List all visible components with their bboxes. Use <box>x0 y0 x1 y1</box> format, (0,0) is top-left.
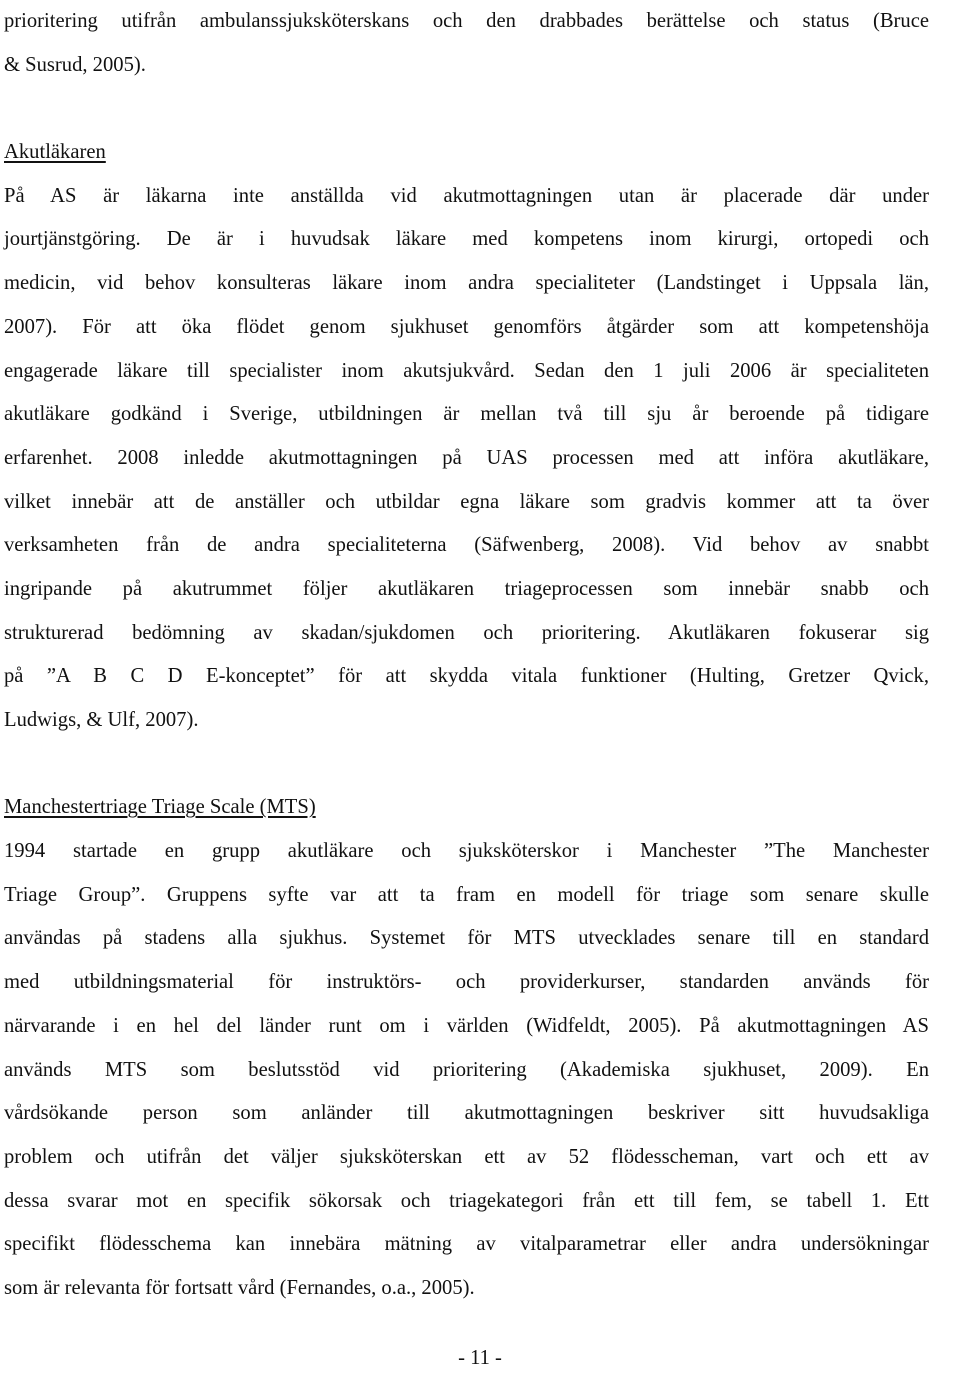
text-line: & Susrud, 2005). <box>4 53 146 76</box>
text-line: medicin, vid behov konsulteras läkare inom andra specialiteter (Landstinget i Uppsala län, <box>4 272 929 295</box>
paragraph-spacer <box>4 87 929 131</box>
text-line: med utbildningsmaterial för instruktörs- och providerkurser, standarden används för <box>4 971 929 994</box>
text-line: vårdsökande person som anländer till akutmottagningen beskriver sitt huvudsakliga <box>4 1102 929 1125</box>
text-line: Ludwigs, & Ulf, 2007). <box>4 709 199 731</box>
paragraph-spacer <box>4 743 929 787</box>
text-line: Triage Group”. Gruppens syfte var att ta fram en modell för triage som senare skulle <box>4 883 929 906</box>
section-mts <box>4 786 929 1310</box>
section-akutlakaren <box>4 131 929 743</box>
text-line: dessa svarar mot en specifik sökorsak och triagekategori från ett till fem, se tabell 1. Ett <box>4 1189 929 1212</box>
text-line: på ”A B C D E-konceptet” för att skydda vitala funktioner (Hulting, Gretzer Qvick, <box>4 665 929 688</box>
text-line: problem och utifrån det väljer sjuksköterskan ett av 52 flödesscheman, vart och ett av <box>4 1145 929 1168</box>
text-line: används MTS som beslutsstöd vid prioritering (Akademiska sjukhuset, 2009). En <box>4 1058 929 1081</box>
section-heading-mts: Manchestertriage Triage Scale (MTS) <box>4 796 316 819</box>
text-line: jourtjänstgöring. De är i huvudsak läkare med kompetens inom kirurgi, ortopedi och <box>4 228 929 251</box>
text-line: specifikt flödesschema kan innebära mätning av vitalparametrar eller andra undersökningar <box>4 1233 929 1256</box>
text-line: prioritering utifrån ambulanssjuksköterskans och den drabbades berättelse och status (Bruce <box>4 10 929 32</box>
text-line: På AS är läkarna inte anställda vid akutmottagningen utan är placerade där under <box>4 184 929 207</box>
document-page <box>4 0 929 1311</box>
text-line: 2007). För att öka flödet genom sjukhuset genomförs åtgärder som att kompetenshöja <box>4 315 929 338</box>
text-line: 1994 startade en grupp akutläkare och sjuksköterskor i Manchester ”The Manchester <box>4 840 929 863</box>
text-line: erfarenhet. 2008 inledde akutmottagningen på UAS processen med att införa akutläkare, <box>4 446 929 469</box>
text-line: närvarande i en hel del länder runt om i världen (Widfeldt, 2005). På akutmottagningen AS <box>4 1014 929 1037</box>
text-line: strukturerad bedömning av skadan/sjukdomen och prioritering. Akutläkaren fokuserar sig <box>4 621 929 644</box>
page-number: - 11 - <box>458 1347 502 1369</box>
intro-paragraph <box>4 0 929 87</box>
section-heading-akutlakaren: Akutläkaren <box>4 141 106 164</box>
text-line: som är relevanta för fortsatt vård (Fernandes, o.a., 2005). <box>4 1276 475 1299</box>
text-line: akutläkare godkänd i Sverige, utbildningen är mellan två till sju år beroende på tidigare <box>4 403 929 426</box>
text-line: ingripande på akutrummet följer akutläkaren triageprocessen som innebär snabb och <box>4 577 929 600</box>
text-line: vilket innebär att de anställer och utbildar egna läkare som gradvis kommer att ta över <box>4 490 929 513</box>
text-line: engagerade läkare till specialister inom akutsjukvård. Sedan den 1 juli 2006 är specialiteten <box>4 359 929 382</box>
text-line: användas på stadens alla sjukhus. Systemet för MTS utvecklades senare till en standard <box>4 927 929 950</box>
text-line: verksamheten från de andra specialiteterna (Säfwenberg, 2008). Vid behov av snabbt <box>4 534 929 557</box>
